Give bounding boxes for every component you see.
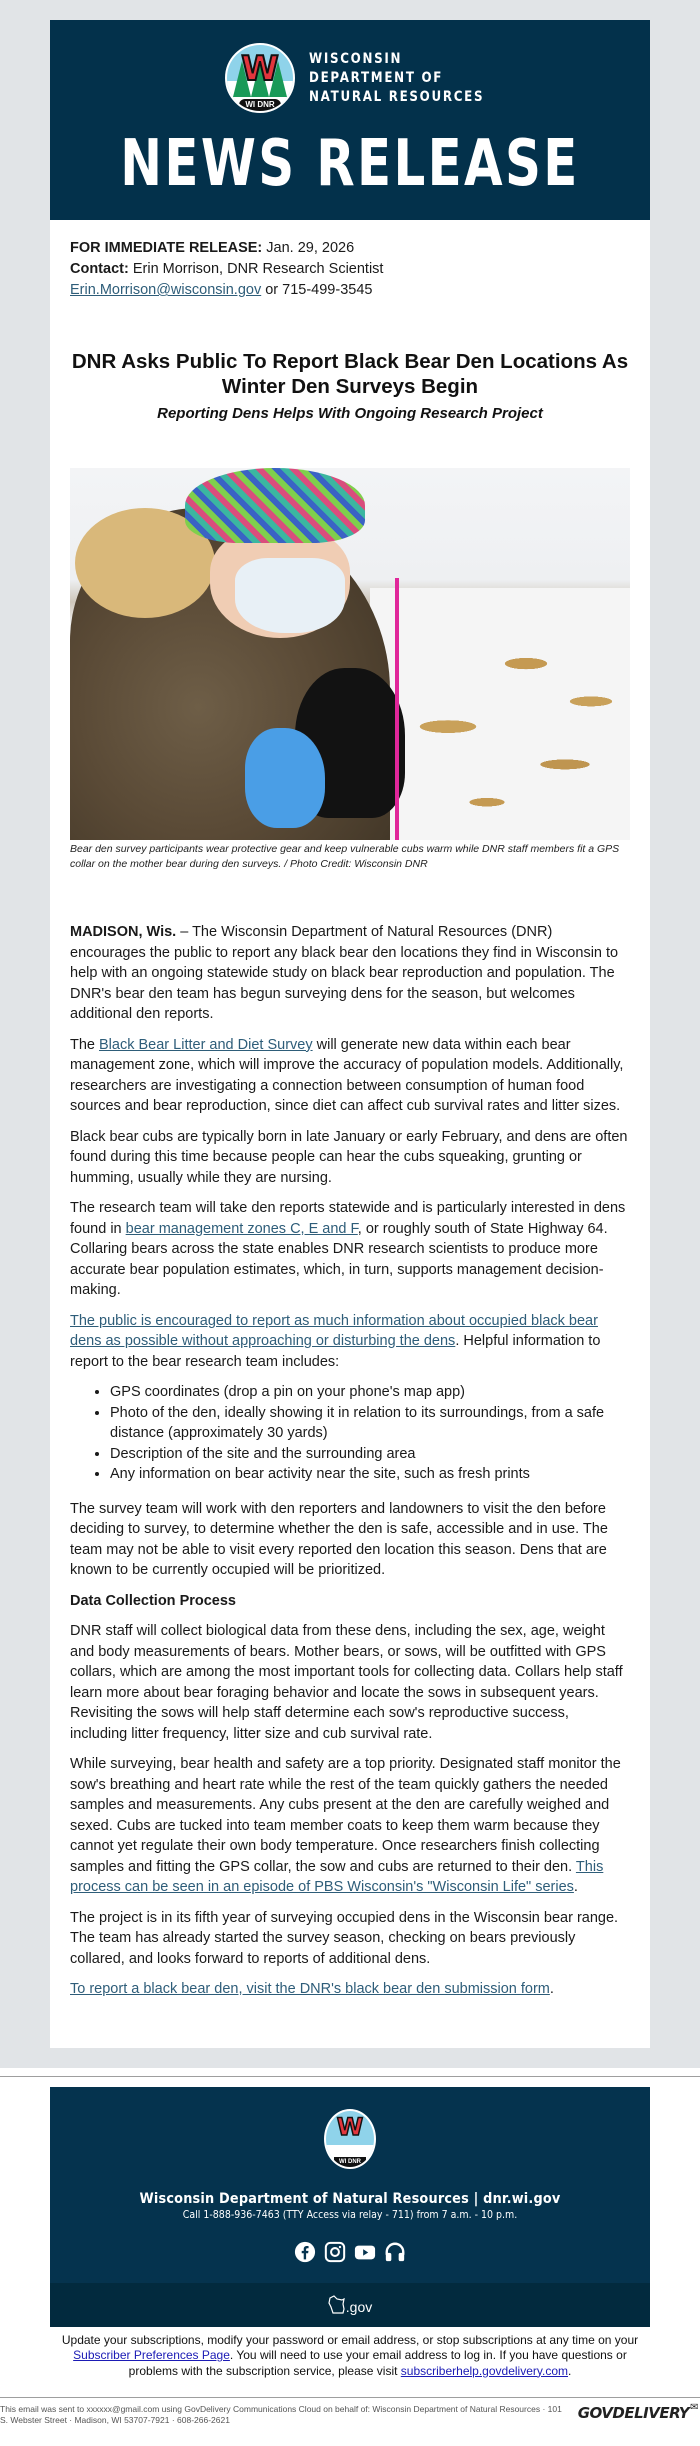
paragraph: MADISON, Wis. – The Wisconsin Department of Natural Resources (DNR) encourages the public to report any black bear den locations they find in Wisconsin to help with an ongoing statewide study on black bear reproduction and population. The DNR's bear den team has begun surveying dens for the season, but welcomes additional den reports. xyxy=(70,924,619,1022)
paragraph: The research team will take den reports statewide and is particularly interested in dens found in bear management zones C, E and F, or roughly south of State Highway 64. Collaring bears across the state enables DNR research scientists to produce more accurate bear population estimates, which, in turn, supports management decision-making. xyxy=(70,1200,626,1298)
instagram-icon[interactable] xyxy=(324,2241,346,2263)
podcast-headphones-icon[interactable] xyxy=(384,2241,406,2263)
footer xyxy=(50,2087,650,2327)
paragraph: DNR staff will collect biological data from these dens, including the sex, age, weight and body measurements of bears. Mother bears, or sows, will be outfitted with GPS collars, which are among the most important tools for collecting data. Collars help staff learn more about bear foraging behavior and locate the sows in subsequent years. Revisiting the sows will help staff determine each sow's reproductive success, including litter frequency, litter size and cub survival rate. xyxy=(70,1623,623,1742)
article-body xyxy=(70,922,630,2028)
banner-title: NEWS RELEASE xyxy=(120,127,580,201)
helpful-info-list xyxy=(70,1382,630,1485)
dateline: MADISON, Wis. xyxy=(70,924,177,940)
headline: DNR Asks Public To Report Black Bear Den Locations As Winter Den Surveys Begin xyxy=(71,350,629,398)
facebook-icon[interactable] xyxy=(294,2241,316,2263)
subscription-note: Update your subscriptions, modify your password or email address, or stop subscriptions at any time on your Subscriber Preferences Page. You will need to use your email address to log in. If you have questions or problems with the subscription service, please visit subscriberhelp.govdelivery.com. xyxy=(61,2332,639,2378)
report-info-link[interactable]: The public is encouraged to report as much information about occupied black bear dens as possible without approaching or disturbing the dens xyxy=(70,1312,598,1349)
dnr-footer-logo-icon: W WI DNR xyxy=(324,2109,376,2169)
org-name: WISCONSIN DEPARTMENT OF NATURAL RESOURCES xyxy=(309,50,485,105)
list-item: • Description of the site and the surrounding area xyxy=(110,1444,630,1465)
paragraph: The project is in its fifth year of surveying occupied dens in the Wisconsin bear range. The team has already started the survey season, checking on bears previously collared, and looks forward to reports of additional dens. xyxy=(70,1909,619,1967)
social-links xyxy=(50,2241,650,2263)
divider xyxy=(0,2076,700,2077)
dnr-logo-icon: W WI DNR xyxy=(225,43,295,113)
release-label: FOR IMMEDIATE RELEASE: xyxy=(70,240,263,256)
paragraph: The survey team will work with den reporters and landowners to visit the den before deciding to survey, to determine whether the den is safe, accessible and in use. The team may not be able to visit every reported den location this season. Dens that are known to be currently occupied will be prioritized. xyxy=(70,1500,608,1578)
footer-phone: Call 1-888-936-7463 (TTY Access via relay - 711) from 7 a.m. - 10 p.m. xyxy=(182,2208,518,2221)
contact-email-link[interactable]: Erin.Morrison@wisconsin.gov xyxy=(70,282,262,298)
paragraph: The public is encouraged to report as much information about occupied black bear dens as possible without approaching or disturbing the dens. Helpful information to report to the bear research team includes: xyxy=(70,1312,601,1370)
contact-phone: or 715-499-3545 xyxy=(265,282,373,298)
wi-gov-logo[interactable]: .gov xyxy=(328,2295,372,2315)
pbs-wisconsin-life-link[interactable]: This process can be seen in an episode of PBS Wisconsin's "Wisconsin Life" series xyxy=(70,1858,604,1895)
dnr-logo xyxy=(225,43,515,113)
subheadline: Reporting Dens Helps With Ongoing Research Project xyxy=(157,405,543,422)
subscriber-preferences-link[interactable]: Subscriber Preferences Page xyxy=(73,2348,230,2362)
legal-text: This email was sent to xxxxxx@gmail.com using GovDelivery Communications Cloud on behalf of: Wisconsin Department of Natural Resources · 101 S. Webster Street · Madison, WI 53707-7921 · 608-266-2621 xyxy=(0,2404,562,2425)
header-banner xyxy=(50,20,650,220)
release-meta xyxy=(70,238,630,301)
photo-caption: Bear den survey participants wear protective gear and keep vulnerable cubs warm while DNR staff members fit a GPS collar on the mother bear during den surveys. / Photo Credit: Wisconsin DNR xyxy=(70,843,620,870)
contact-label: Contact: xyxy=(70,261,129,277)
govdelivery-logo[interactable]: GOVDELIVERY✉ xyxy=(577,2402,698,2422)
paragraph: To report a black bear den, visit the DNR's black bear den submission form. xyxy=(70,1981,554,1997)
footer-org-name: Wisconsin Department of Natural Resources | dnr.wi.gov xyxy=(139,2190,561,2207)
litter-diet-survey-link[interactable]: Black Bear Litter and Diet Survey xyxy=(99,1036,313,1053)
youtube-icon[interactable] xyxy=(354,2241,376,2263)
paragraph: Black bear cubs are typically born in late January or early February, and dens are often found during this time because people can hear the cubs squeaking, grunting or humming, usually while they are nursing. xyxy=(70,1128,628,1186)
den-submission-form-link[interactable]: To report a black bear den, visit the DNR's black bear den submission form xyxy=(70,1981,550,1997)
paragraph: The Black Bear Litter and Diet Survey will generate new data within each bear management zone, which will improve the accuracy of population models. Additionally, researchers are investigating a connection between consumption of human food sources and bear reproduction, since diet can affect cub survival rates and litter sizes. xyxy=(70,1036,624,1114)
subscriber-help-link[interactable]: subscriberhelp.govdelivery.com xyxy=(400,2363,568,2378)
wisconsin-state-icon xyxy=(328,2295,346,2315)
envelope-icon: ✉ xyxy=(690,2402,698,2413)
section-heading: Data Collection Process xyxy=(70,1592,236,1609)
release-date: Jan. 29, 2026 xyxy=(266,240,355,256)
contact-name: Erin Morrison, DNR Research Scientist xyxy=(132,261,384,277)
bear-cub-photo xyxy=(70,468,630,840)
paragraph: While surveying, bear health and safety are a top priority. Designated staff monitor the sow's breathing and heart rate while the rest of the team quickly gathers the needed samples and measurements. Any cubs present at the den are carefully weighed and sexed. Cubs are tucked into team member coats to keep them warm because they cannot yet regulate their own body temperature. Once researchers finish collecting samples and fitting the GPS collar, the sow and cubs are returned to their den. This process can be seen in an episode of PBS Wisconsin's "Wisconsin Life" series. xyxy=(70,1756,621,1895)
list-item: • Photo of the den, ideally showing it in relation to its surroundings, from a safe distance (approximately 30 yards) xyxy=(110,1403,630,1444)
list-item: • Any information on bear activity near the site, such as fresh prints xyxy=(110,1464,630,1485)
management-zones-link[interactable]: bear management zones C, E and F xyxy=(125,1220,358,1237)
list-item: • GPS coordinates (drop a pin on your phone's map app) xyxy=(110,1382,630,1403)
news-release-card xyxy=(50,20,650,2048)
legal-footer xyxy=(0,2398,700,2434)
